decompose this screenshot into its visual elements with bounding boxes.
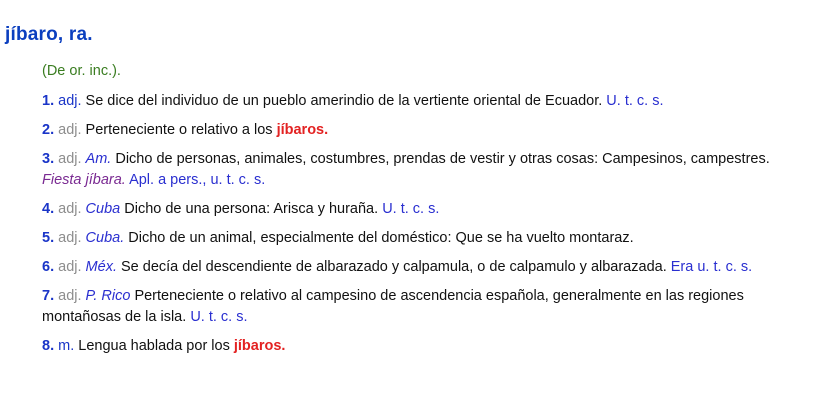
region-label[interactable]: Am. xyxy=(85,151,112,167)
sense-number: 8. xyxy=(42,338,55,354)
grammar-abbr[interactable]: adj. xyxy=(58,230,82,246)
grammar-abbr[interactable]: adj. xyxy=(58,151,82,167)
definition-text: Dicho de una persona: Arisca y huraña. xyxy=(120,201,379,217)
usage-note[interactable]: U. t. c. s. xyxy=(382,201,440,217)
cross-reference-link[interactable]: jíbaros. xyxy=(276,122,329,138)
definition-text: Perteneciente o relativo al campesino de ascendencia española, generalmente en las regiones montañosas de la isla. xyxy=(42,288,744,325)
sense-7 xyxy=(42,286,812,328)
sense-number: 2. xyxy=(42,122,55,138)
definition-text: Dicho de personas, animales, costumbres, prendas de vestir y otras cosas: Campesinos, campestres. xyxy=(111,151,770,167)
sense-8 xyxy=(42,336,812,357)
cross-reference-link[interactable]: jíbaros. xyxy=(233,338,286,354)
sense-number: 6. xyxy=(42,259,55,275)
grammar-abbr[interactable]: adj. xyxy=(58,93,82,109)
region-label[interactable]: Cuba xyxy=(85,201,121,217)
sense-number: 4. xyxy=(42,201,55,217)
usage-note[interactable]: Era u. t. c. s. xyxy=(670,259,753,275)
usage-note[interactable]: Apl. a pers., u. t. c. s. xyxy=(129,172,266,188)
definition-text: Lengua hablada por los xyxy=(74,338,234,354)
usage-note[interactable]: U. t. c. s. xyxy=(190,309,248,325)
sense-5 xyxy=(42,228,812,249)
sense-list xyxy=(42,91,812,365)
region-label[interactable]: Cuba. xyxy=(85,230,125,246)
sense-number: 5. xyxy=(42,230,55,246)
sense-number: 1. xyxy=(42,93,55,109)
sense-6 xyxy=(42,257,812,278)
grammar-abbr[interactable]: adj. xyxy=(58,288,82,304)
definition-text: Dicho de un animal, especialmente del doméstico: Que se ha vuelto montaraz. xyxy=(124,230,634,246)
grammar-abbr[interactable]: adj. xyxy=(58,259,82,275)
definition-text: Perteneciente o relativo a los xyxy=(81,122,277,138)
grammar-abbr[interactable]: adj. xyxy=(58,122,82,138)
usage-note[interactable]: U. t. c. s. xyxy=(606,93,664,109)
headword: jíbaro, ra. xyxy=(5,24,93,45)
usage-example: Fiesta jíbara. xyxy=(42,172,126,188)
sense-3 xyxy=(42,149,812,191)
grammar-abbr[interactable]: adj. xyxy=(58,201,82,217)
sense-number: 7. xyxy=(42,288,55,304)
etymology: (De or. inc.). xyxy=(42,63,121,79)
sense-2 xyxy=(42,120,812,141)
sense-1 xyxy=(42,91,812,112)
definition-text: Se dice del individuo de un pueblo amerindio de la vertiente oriental de Ecuador. xyxy=(81,93,603,109)
region-label[interactable]: P. Rico xyxy=(85,288,131,304)
grammar-abbr[interactable]: m. xyxy=(58,338,75,354)
region-label[interactable]: Méx. xyxy=(85,259,117,275)
sense-number: 3. xyxy=(42,151,55,167)
sense-4 xyxy=(42,199,812,220)
definition-text: Se decía del descendiente de albarazado y calpamula, o de calpamulo y albarazada. xyxy=(116,259,667,275)
